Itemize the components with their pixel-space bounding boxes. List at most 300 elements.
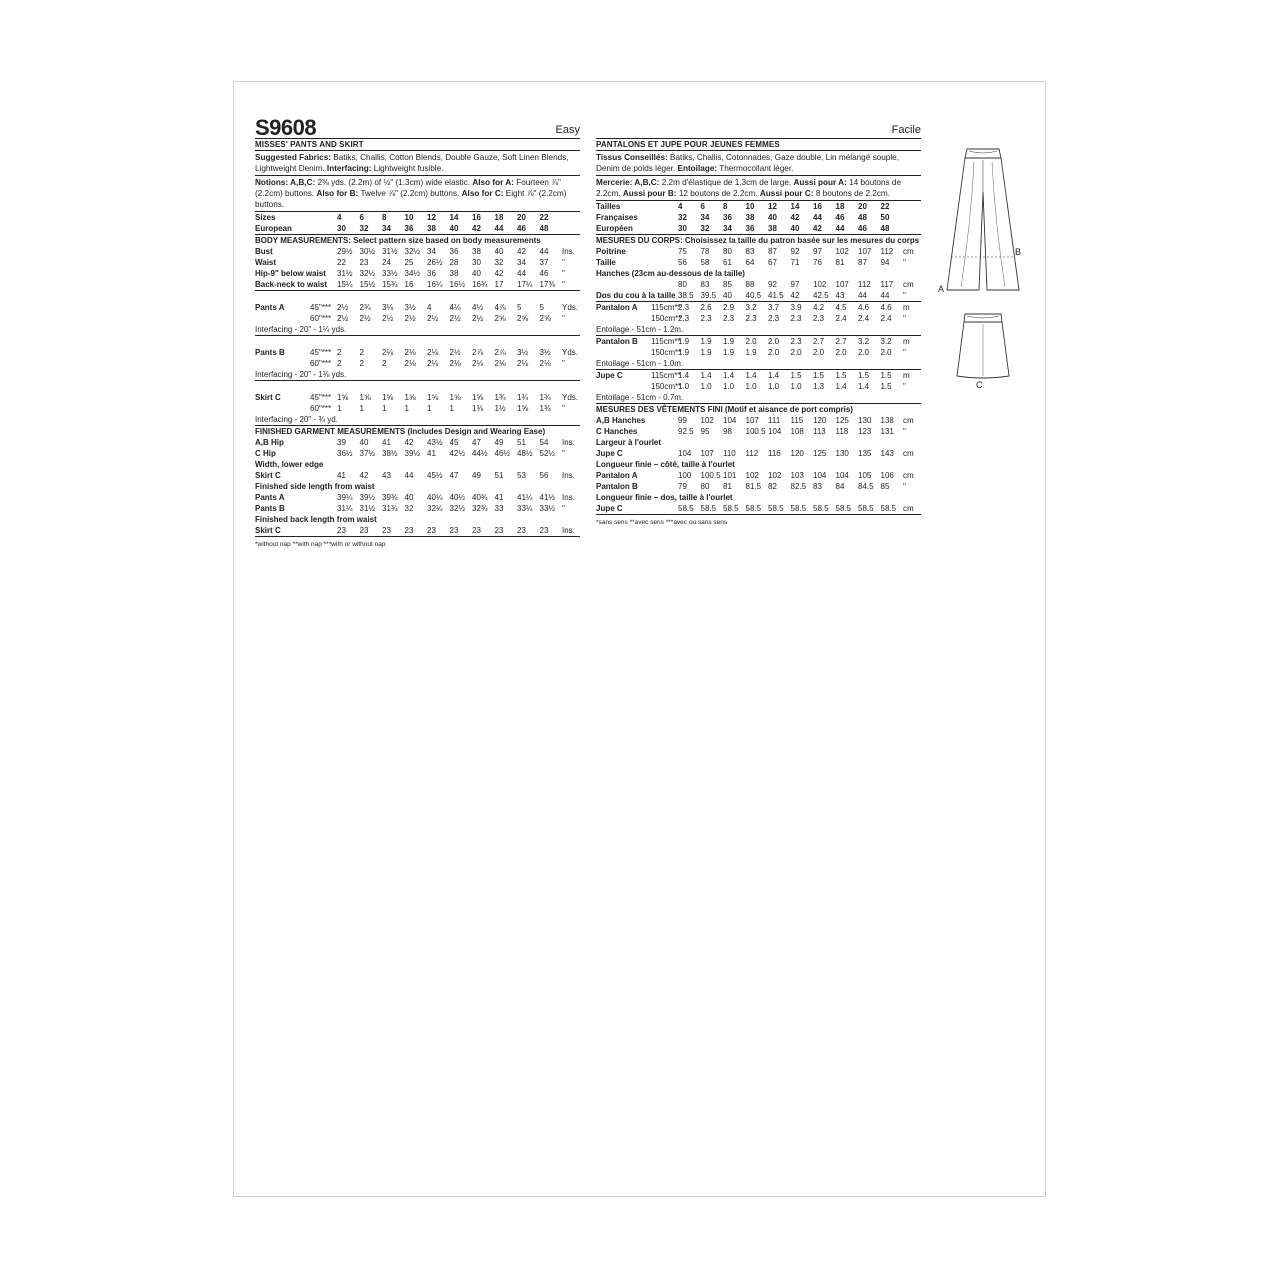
size-value: 23 <box>472 525 495 537</box>
size-value: 20 <box>517 213 526 222</box>
size-value: 101 <box>723 471 737 480</box>
row-label: Longueur finie – dos, taille à l'ourlet <box>596 493 733 502</box>
size-value: 42 <box>359 471 369 480</box>
size-value: 88 <box>745 280 755 289</box>
size-value: 38 <box>745 213 755 222</box>
fabrics-section <box>255 151 580 176</box>
table-row <box>255 223 580 235</box>
size-value: 34½ <box>404 269 421 278</box>
size-value: 25 <box>404 258 414 267</box>
size-value: 58 <box>700 258 710 267</box>
size-value: 3.2 <box>858 337 870 346</box>
size-value: 94 <box>880 258 890 267</box>
size-value: 2.3 <box>700 314 712 323</box>
size-value: 46 <box>517 223 540 235</box>
size-value: 125 <box>835 416 849 425</box>
size-value: 2.3 <box>745 314 757 323</box>
row-label: Pantalon B <box>596 482 638 491</box>
table-row <box>596 313 921 324</box>
size-value: 34 <box>517 258 526 267</box>
size-value: 2.0 <box>835 348 847 357</box>
fabric-width <box>651 470 678 481</box>
size-value: 1.4 <box>745 371 757 380</box>
size-value: 44 <box>813 213 822 222</box>
table-row <box>596 257 921 268</box>
size-value: 2½ <box>359 314 371 323</box>
size-value: 1.4 <box>678 371 690 380</box>
table-row <box>596 503 921 515</box>
size-value: 32 <box>678 213 687 222</box>
fabric-width: 45"*** <box>310 348 332 357</box>
size-value: 2.7 <box>835 337 847 346</box>
fabric-width: 60"*** <box>310 314 332 323</box>
size-value: 40 <box>404 493 414 502</box>
size-value: 1⅝ <box>382 393 394 402</box>
size-value: 92 <box>768 280 777 289</box>
fabric-width <box>651 201 678 212</box>
size-value: 2.3 <box>723 314 735 323</box>
size-value: 104 <box>835 471 849 480</box>
size-value: 2½ <box>337 314 349 323</box>
size-value: 42 <box>790 213 800 222</box>
row-label: Taille <box>596 258 616 267</box>
table-row <box>255 257 580 268</box>
french-size-tables <box>596 201 921 515</box>
size-value: 2.7 <box>813 337 825 346</box>
size-value: 10 <box>404 213 414 222</box>
size-value: 18 <box>494 213 504 222</box>
size-value: 42½ <box>449 449 466 458</box>
size-value: 2⅞ <box>494 348 506 357</box>
size-value: 104 <box>678 449 692 458</box>
size-value: 10 <box>745 202 755 211</box>
size-value: 36 <box>449 247 459 256</box>
also-c-label: Also for C: <box>461 189 504 198</box>
french-header <box>596 116 921 139</box>
size-value: 41 <box>427 449 436 458</box>
size-value: 41½ <box>539 493 556 502</box>
unit: cm <box>903 247 914 256</box>
size-value: 32 <box>404 504 414 513</box>
size-value: 38 <box>427 223 450 235</box>
size-value: 1½ <box>494 404 506 413</box>
size-value: 83 <box>813 482 822 491</box>
unit: Ins. <box>562 525 580 537</box>
pattern-number: S9608 <box>255 115 317 140</box>
fabric-width <box>651 448 678 459</box>
size-value: 100 <box>678 471 692 480</box>
unit: cm <box>903 471 914 480</box>
size-value: 1 <box>449 404 454 413</box>
fabric-width <box>310 257 337 268</box>
size-value: 26½ <box>427 258 443 267</box>
fabrics-label: Suggested Fabrics: <box>255 153 331 162</box>
fabrics-label: Tissus Conseillés: <box>596 153 668 162</box>
row-label: BODY MEASUREMENTS: Select pattern size based on body measurements <box>255 236 541 245</box>
size-value: 1¾ <box>517 393 529 402</box>
size-value: 1 <box>382 404 387 413</box>
size-value: 47 <box>449 471 459 480</box>
unit: " <box>562 404 565 413</box>
fabric-width <box>310 212 337 223</box>
fabrics-text: Batiks, Challis, Cotton Blends, Double Gauze, Soft Linen Blends, Lightweight Denim. <box>255 153 569 173</box>
size-value: 1.9 <box>745 348 757 357</box>
also-a-label: Aussi pour A: <box>793 178 847 187</box>
row-label <box>255 358 310 369</box>
notions-text: 2.2m d'élastique de 1.3cm de large. <box>661 178 792 187</box>
unit <box>903 212 921 223</box>
size-value: 106 <box>880 471 894 480</box>
size-value: 46 <box>835 213 845 222</box>
size-value: 1.9 <box>678 337 690 346</box>
table-row <box>255 525 580 537</box>
size-value: 82 <box>768 482 777 491</box>
size-value: 49 <box>472 471 481 480</box>
size-value: 42.5 <box>813 290 836 302</box>
size-value: 1.5 <box>790 371 802 380</box>
unit <box>562 212 580 223</box>
fabric-width: 45"*** <box>310 393 332 402</box>
table-row <box>255 503 580 514</box>
english-column <box>255 116 580 550</box>
size-value: 41 <box>382 438 391 447</box>
size-value: 53 <box>517 471 526 480</box>
fabric-width: 60"*** <box>310 404 332 413</box>
size-value: 115 <box>790 416 804 425</box>
size-value: 1⅝ <box>359 393 371 402</box>
table-row <box>255 212 580 223</box>
size-value: 80 <box>723 247 732 256</box>
size-value: 3.2 <box>880 337 892 346</box>
size-value: 23 <box>517 525 540 537</box>
size-value: 20 <box>858 202 867 211</box>
size-value: 2½ <box>449 314 461 323</box>
row-label: Pants A <box>255 303 285 312</box>
size-value: 33 <box>494 504 504 513</box>
row-label <box>596 347 651 358</box>
size-value: 85 <box>880 482 890 491</box>
size-value: 31½ <box>359 504 376 513</box>
size-value: 2.3 <box>768 314 780 323</box>
size-value: 1.5 <box>858 371 870 380</box>
row-label <box>255 313 310 324</box>
size-value: 2⅝ <box>494 314 506 323</box>
unit: " <box>562 359 565 368</box>
size-value: 3½ <box>539 348 551 357</box>
table-row <box>596 492 921 503</box>
table-row <box>596 246 921 257</box>
size-value: 2⅛ <box>539 359 551 368</box>
row-label: Poitrine <box>596 247 626 256</box>
size-value: 23 <box>450 525 473 537</box>
size-value: 28 <box>449 258 459 267</box>
table-row <box>255 369 580 381</box>
also-a-text: Fourteen ⅞" (2.2cm) buttons. <box>255 178 561 198</box>
table-row <box>255 324 580 336</box>
table-row <box>255 268 580 279</box>
size-value: 116 <box>768 449 781 458</box>
size-value: 110 <box>723 449 736 458</box>
size-value: 2⅛ <box>404 359 416 368</box>
interfacing-label: Entoilage: <box>677 164 718 173</box>
also-b-label: Aussi pour B: <box>622 189 677 198</box>
size-value: 2½ <box>337 303 349 312</box>
table-row <box>596 448 921 459</box>
size-value: 1¾ <box>494 393 506 402</box>
fabric-width <box>651 426 678 437</box>
table-row <box>255 414 580 426</box>
row-label: MESURES DU CORPS: Choisissez la taille du patron basée sur les mesures du corps <box>596 236 920 245</box>
measurement-table <box>596 201 921 515</box>
fabric-width <box>651 212 678 223</box>
view-a-label: A <box>938 284 945 294</box>
fabric-width <box>310 246 337 257</box>
unit: m <box>903 303 910 312</box>
size-value: 1.5 <box>813 371 825 380</box>
size-value: 42 <box>494 269 504 278</box>
size-value: 58.5 <box>791 503 814 515</box>
size-value: 45 <box>449 438 459 447</box>
size-value: 30 <box>678 223 701 235</box>
row-label <box>255 403 310 414</box>
size-value: 6 <box>359 213 364 222</box>
size-value: 24 <box>382 258 391 267</box>
size-value: 105 <box>858 471 872 480</box>
size-value: 2 <box>382 359 387 368</box>
size-value: 3½ <box>404 303 416 312</box>
difficulty-label: Facile <box>891 124 921 136</box>
table-row <box>596 235 921 247</box>
row-label <box>255 336 580 348</box>
size-value: 82.5 <box>790 482 807 491</box>
size-value: 138 <box>880 416 894 425</box>
size-value: 51 <box>494 471 504 480</box>
table-row <box>596 404 921 416</box>
size-value: 130 <box>858 416 872 425</box>
fabric-width <box>310 448 337 459</box>
table-row <box>596 358 921 370</box>
size-value: 100.5 <box>745 427 766 436</box>
size-value: 56 <box>678 258 687 267</box>
size-value: 16¾ <box>472 279 495 291</box>
size-value: 1⅝ <box>472 393 484 402</box>
fabrics-text: Batiks, Challis, Cotonnades, Gaze double, Lin mélangé souple, Denim de poids léger. <box>596 153 899 173</box>
row-label: Pants B <box>255 504 285 513</box>
table-row <box>255 235 580 247</box>
size-value: 107 <box>700 449 714 458</box>
table-row <box>255 279 580 291</box>
size-value: 2⅝ <box>517 314 529 323</box>
size-value: 51 <box>517 438 526 447</box>
row-label: C Hanches <box>596 427 638 436</box>
size-value: 40 <box>450 223 473 235</box>
row-label: Jupe C <box>596 449 623 458</box>
size-value: 87 <box>858 258 867 267</box>
fabric-width: 115cm** <box>651 303 681 312</box>
fabric-width <box>651 246 678 257</box>
size-value: 17⅜ <box>540 279 563 291</box>
size-value: 32¾ <box>472 504 488 513</box>
size-value: 76 <box>813 258 822 267</box>
row-label: Interfacing - 20" - 1¼ yds. <box>255 324 580 336</box>
table-row <box>255 246 580 257</box>
size-value: 36½ <box>337 449 353 458</box>
table-row <box>255 381 580 393</box>
unit: " <box>562 269 565 278</box>
size-value: 31½ <box>337 269 353 278</box>
size-value: 87 <box>768 247 777 256</box>
size-value: 1.4 <box>835 382 847 391</box>
row-label: Interfacing - 20" - ¾ yd. <box>255 414 580 426</box>
notions-section <box>255 176 580 212</box>
size-value: 33½ <box>539 504 556 513</box>
size-value: 2⅛ <box>427 348 439 357</box>
fabric-width <box>310 470 337 481</box>
fabric-width <box>310 525 337 537</box>
difficulty-label: Easy <box>555 124 580 136</box>
size-value: 84.5 <box>858 482 874 491</box>
english-size-tables <box>255 212 580 537</box>
size-value: 16¼ <box>427 279 450 291</box>
size-value: 2½ <box>472 314 484 323</box>
size-value: 44 <box>404 471 414 480</box>
size-value: 58.5 <box>678 503 701 515</box>
table-row <box>255 459 580 470</box>
unit: " <box>562 279 580 291</box>
unit: Ins. <box>562 438 575 447</box>
size-value: 111 <box>768 416 781 425</box>
size-value: 32 <box>494 258 504 267</box>
size-value: 130 <box>835 449 849 458</box>
size-value: 17 <box>495 279 518 291</box>
size-value: 67 <box>768 258 777 267</box>
size-value: 42 <box>517 247 526 256</box>
size-value: 15¾ <box>382 279 405 291</box>
size-value: 2⅛ <box>517 359 529 368</box>
size-value: 42 <box>472 223 495 235</box>
unit: " <box>903 348 906 357</box>
size-value: 39.5 <box>701 290 724 302</box>
size-value: 46 <box>858 223 881 235</box>
size-value: 2⅛ <box>382 348 394 357</box>
size-value: 1.0 <box>745 382 757 391</box>
size-value: 16½ <box>450 279 473 291</box>
size-value: 3⅛ <box>382 303 394 312</box>
size-value: 81 <box>723 482 732 491</box>
unit: Yds. <box>562 303 579 312</box>
size-value: 40 <box>472 269 481 278</box>
size-value: 3.2 <box>745 303 757 312</box>
size-value: 1.9 <box>678 348 690 357</box>
size-value: 40½ <box>449 493 466 502</box>
fabric-width <box>651 279 678 290</box>
size-value: 1⅝ <box>404 393 416 402</box>
size-value: 84 <box>835 482 845 491</box>
size-value: 4.2 <box>813 303 825 312</box>
size-value: 2⅛ <box>404 348 416 357</box>
size-value: 43 <box>382 471 391 480</box>
size-value: 58.5 <box>836 503 859 515</box>
interfacing-text: Lightweight fusible. <box>373 164 444 173</box>
row-label <box>596 381 651 392</box>
size-value: 1⅝ <box>517 404 529 413</box>
row-label: Back-neck to waist <box>255 279 337 291</box>
size-value: 30½ <box>359 247 376 256</box>
size-value: 1.4 <box>723 371 735 380</box>
size-value: 99 <box>678 416 687 425</box>
size-value: 2.3 <box>678 314 690 323</box>
size-value: 48 <box>540 223 563 235</box>
unit: " <box>903 258 906 267</box>
unit: cm <box>903 416 914 425</box>
size-value: 44 <box>881 290 904 302</box>
table-row <box>596 201 921 212</box>
size-value: 31¼ <box>337 504 353 513</box>
also-b-label: Also for B: <box>316 189 359 198</box>
size-value: 44 <box>836 223 859 235</box>
size-value: 2 <box>359 348 364 357</box>
size-value: 22 <box>880 202 890 211</box>
size-value: 31¾ <box>382 504 398 513</box>
size-value: 1.9 <box>700 348 712 357</box>
size-value: 23 <box>382 525 405 537</box>
size-value: 46½ <box>494 449 511 458</box>
unit: Ins. <box>562 493 575 502</box>
fabric-width: 115cm** <box>651 371 681 380</box>
fabric-width <box>310 437 337 448</box>
row-label: Entoilage - 51cm - 1.0m. <box>596 358 921 370</box>
unit: " <box>562 449 565 458</box>
pants-a-b-drawing <box>947 149 1022 290</box>
size-value: 41 <box>494 493 504 502</box>
unit: " <box>903 290 921 302</box>
unit: " <box>562 504 565 513</box>
table-row <box>596 223 921 235</box>
table-row <box>255 403 580 414</box>
size-value: 6 <box>700 202 705 211</box>
row-label: Width, lower edge <box>255 460 324 469</box>
size-value: 38½ <box>382 449 398 458</box>
size-value: 2.6 <box>700 303 712 312</box>
size-value: 23 <box>427 525 450 537</box>
unit: Yds. <box>562 348 579 357</box>
table-row <box>255 470 580 481</box>
size-value: 40 <box>768 213 777 222</box>
view-b-label: B <box>1015 247 1022 257</box>
size-value: 12 <box>768 202 777 211</box>
french-column <box>596 116 921 528</box>
size-value: 107 <box>835 280 849 289</box>
size-value: 23 <box>540 525 563 537</box>
size-value: 2.4 <box>835 314 847 323</box>
size-value: 102 <box>835 247 849 256</box>
notions-text: 2⅜ yds. (2.2m) of ½" (1.3cm) wide elastic. <box>317 178 471 187</box>
size-value: 1.0 <box>678 382 690 391</box>
unit: Ins. <box>562 247 575 256</box>
size-value: 4⅞ <box>494 303 506 312</box>
size-value: 92 <box>790 247 800 256</box>
size-value: 16 <box>813 202 822 211</box>
size-value: 17¼ <box>517 279 540 291</box>
size-value: 71 <box>790 258 800 267</box>
table-row <box>596 392 921 404</box>
size-value: 23 <box>405 525 428 537</box>
size-value: 52½ <box>539 449 556 458</box>
size-value: 36 <box>427 269 436 278</box>
size-value: 34 <box>700 213 710 222</box>
also-a-label: Also for A: <box>472 178 514 187</box>
row-label: Européen <box>596 223 651 235</box>
